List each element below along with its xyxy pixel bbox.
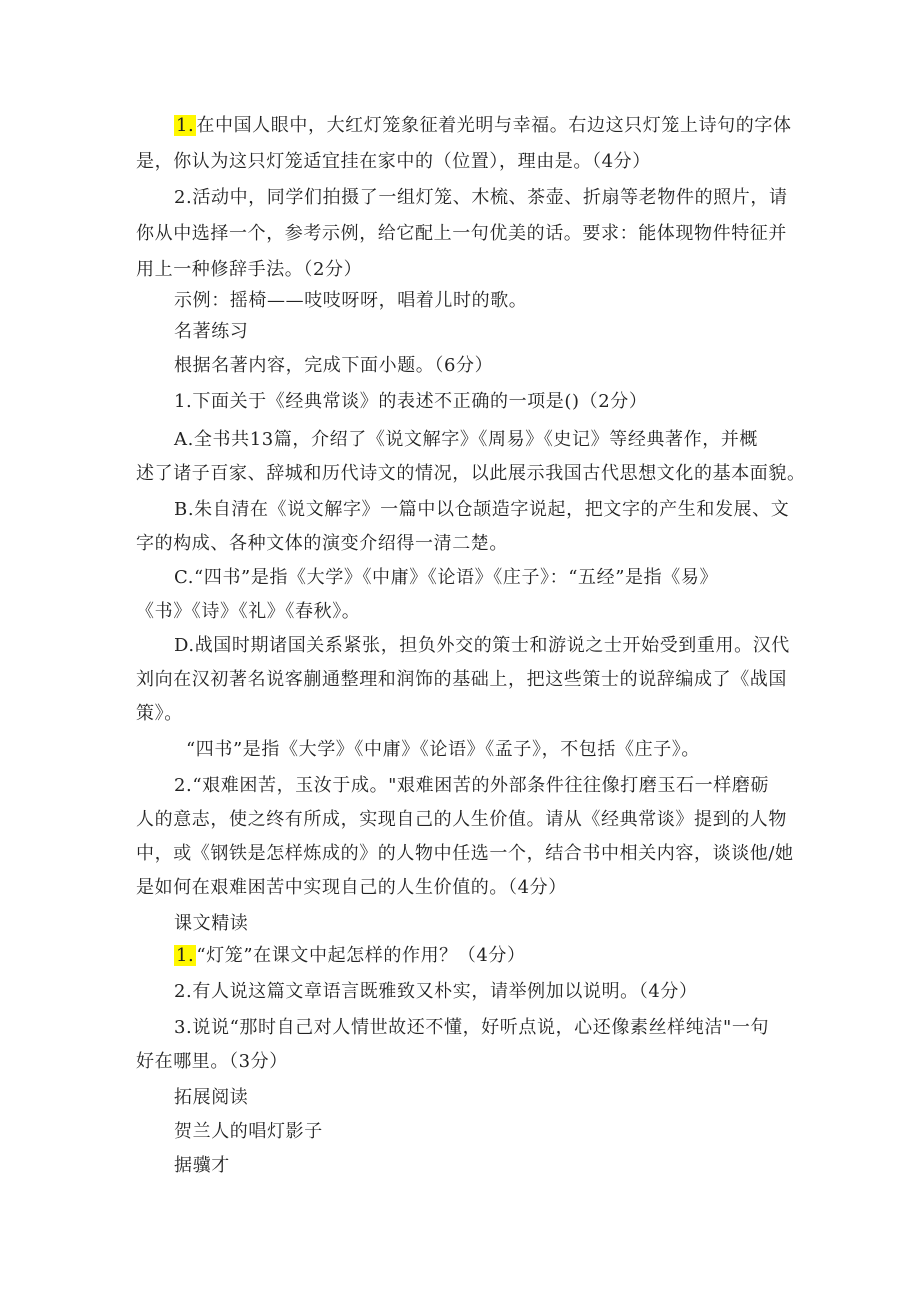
- question-line: 用上一种修辞手法。（2分）: [136, 259, 363, 280]
- answer-note: “四书”是指《大学》《中庸》《论语》《孟子》，不包括《庄子》。: [186, 739, 701, 760]
- highlighted-number: 1.: [176, 115, 195, 136]
- option-line: 字的构成、各种文体的演变介绍得一清二楚。: [136, 533, 508, 554]
- question-line: 是，你认为这只灯笼适宜挂在家中的（位置），理由是。（4分）: [136, 151, 651, 172]
- option-line: 刘向在汉初著名说客蒯通整理和润饰的基础上，把这些策士的说辞编成了《战国: [136, 669, 787, 690]
- option-line: D.战国时期诸国关系紧张，担负外交的策士和游说之士开始受到重用。汉代: [174, 635, 790, 656]
- question-line: 好在哪里。（3分）: [136, 1051, 288, 1072]
- highlighted-number: 1.: [176, 945, 195, 966]
- option-line: C.“四书”是指《大学》《中庸》《论语》《庄子》：“五经”是指《易》: [174, 567, 719, 588]
- article-author: 据骥才: [174, 1155, 230, 1176]
- question-line: 1. “灯笼”在课文中起怎样的作用？（4分）: [176, 945, 526, 966]
- question-line: 中，或《钢铁是怎样炼成的》的人物中任选一个，结合书中相关内容，谈谈他/她: [136, 843, 794, 864]
- instruction-line: 根据名著内容，完成下面小题。（6分）: [174, 355, 494, 376]
- option-line: B.朱自清在《说文解字》一篇中以仓颉造字说起，把文字的产生和发展、文: [174, 499, 790, 520]
- question-line: 你从中选择一个，参考示例，给它配上一句优美的话。要求：能体现物件特征并: [136, 223, 787, 244]
- option-line: 策》。: [136, 703, 183, 724]
- question-line: 3.说说“那时自己对人情世故还不懂，好听点说，心还像素丝样纯洁"一句: [174, 1017, 770, 1038]
- article-title: 贺兰人的唱灯影子: [174, 1121, 323, 1142]
- question-line: 1. 在中国人眼中，大红灯笼象征着光明与幸福。右边这只灯笼上诗句的字体: [176, 115, 792, 136]
- option-line: 《书》《诗》《礼》《春秋》。: [136, 601, 361, 622]
- example-line: 示例：摇椅——吱吱呀呀，唱着儿时的歌。: [174, 290, 528, 311]
- section-heading: 拓展阅读: [174, 1087, 249, 1108]
- question-line: 是如何在艰难困苦中实现自己的人生价值的。（4分）: [136, 877, 567, 898]
- question-line: 2.活动中，同学们拍摄了一组灯笼、木梳、茶壶、折扇等老物件的照片，请: [174, 187, 788, 208]
- section-heading: 课文精读: [174, 913, 249, 934]
- question-line: 2.有人说这篇文章语言既雅致又朴实，请举例加以说明。（4分）: [174, 981, 698, 1002]
- question-line: 2.“艰难困苦，玉汝于成。"艰难困苦的外部条件往往像打磨玉石一样磨砺: [174, 775, 770, 796]
- option-line: A.全书共13篇，介绍了《说文解字》《周易》《史记》等经典著作，并概: [174, 429, 759, 450]
- question-line: 1.下面关于《经典常谈》的表述不正确的一项是()（2分）: [174, 391, 648, 412]
- question-line: 人的意志，使之终有所成，实现自己的人生价值。请从《经典常谈》提到的人物: [136, 809, 787, 830]
- option-line: 述了诸子百家、辞城和历代诗文的情况，以此展示我国古代思想文化的基本面貌。: [136, 463, 806, 484]
- section-heading: 名著练习: [174, 321, 249, 342]
